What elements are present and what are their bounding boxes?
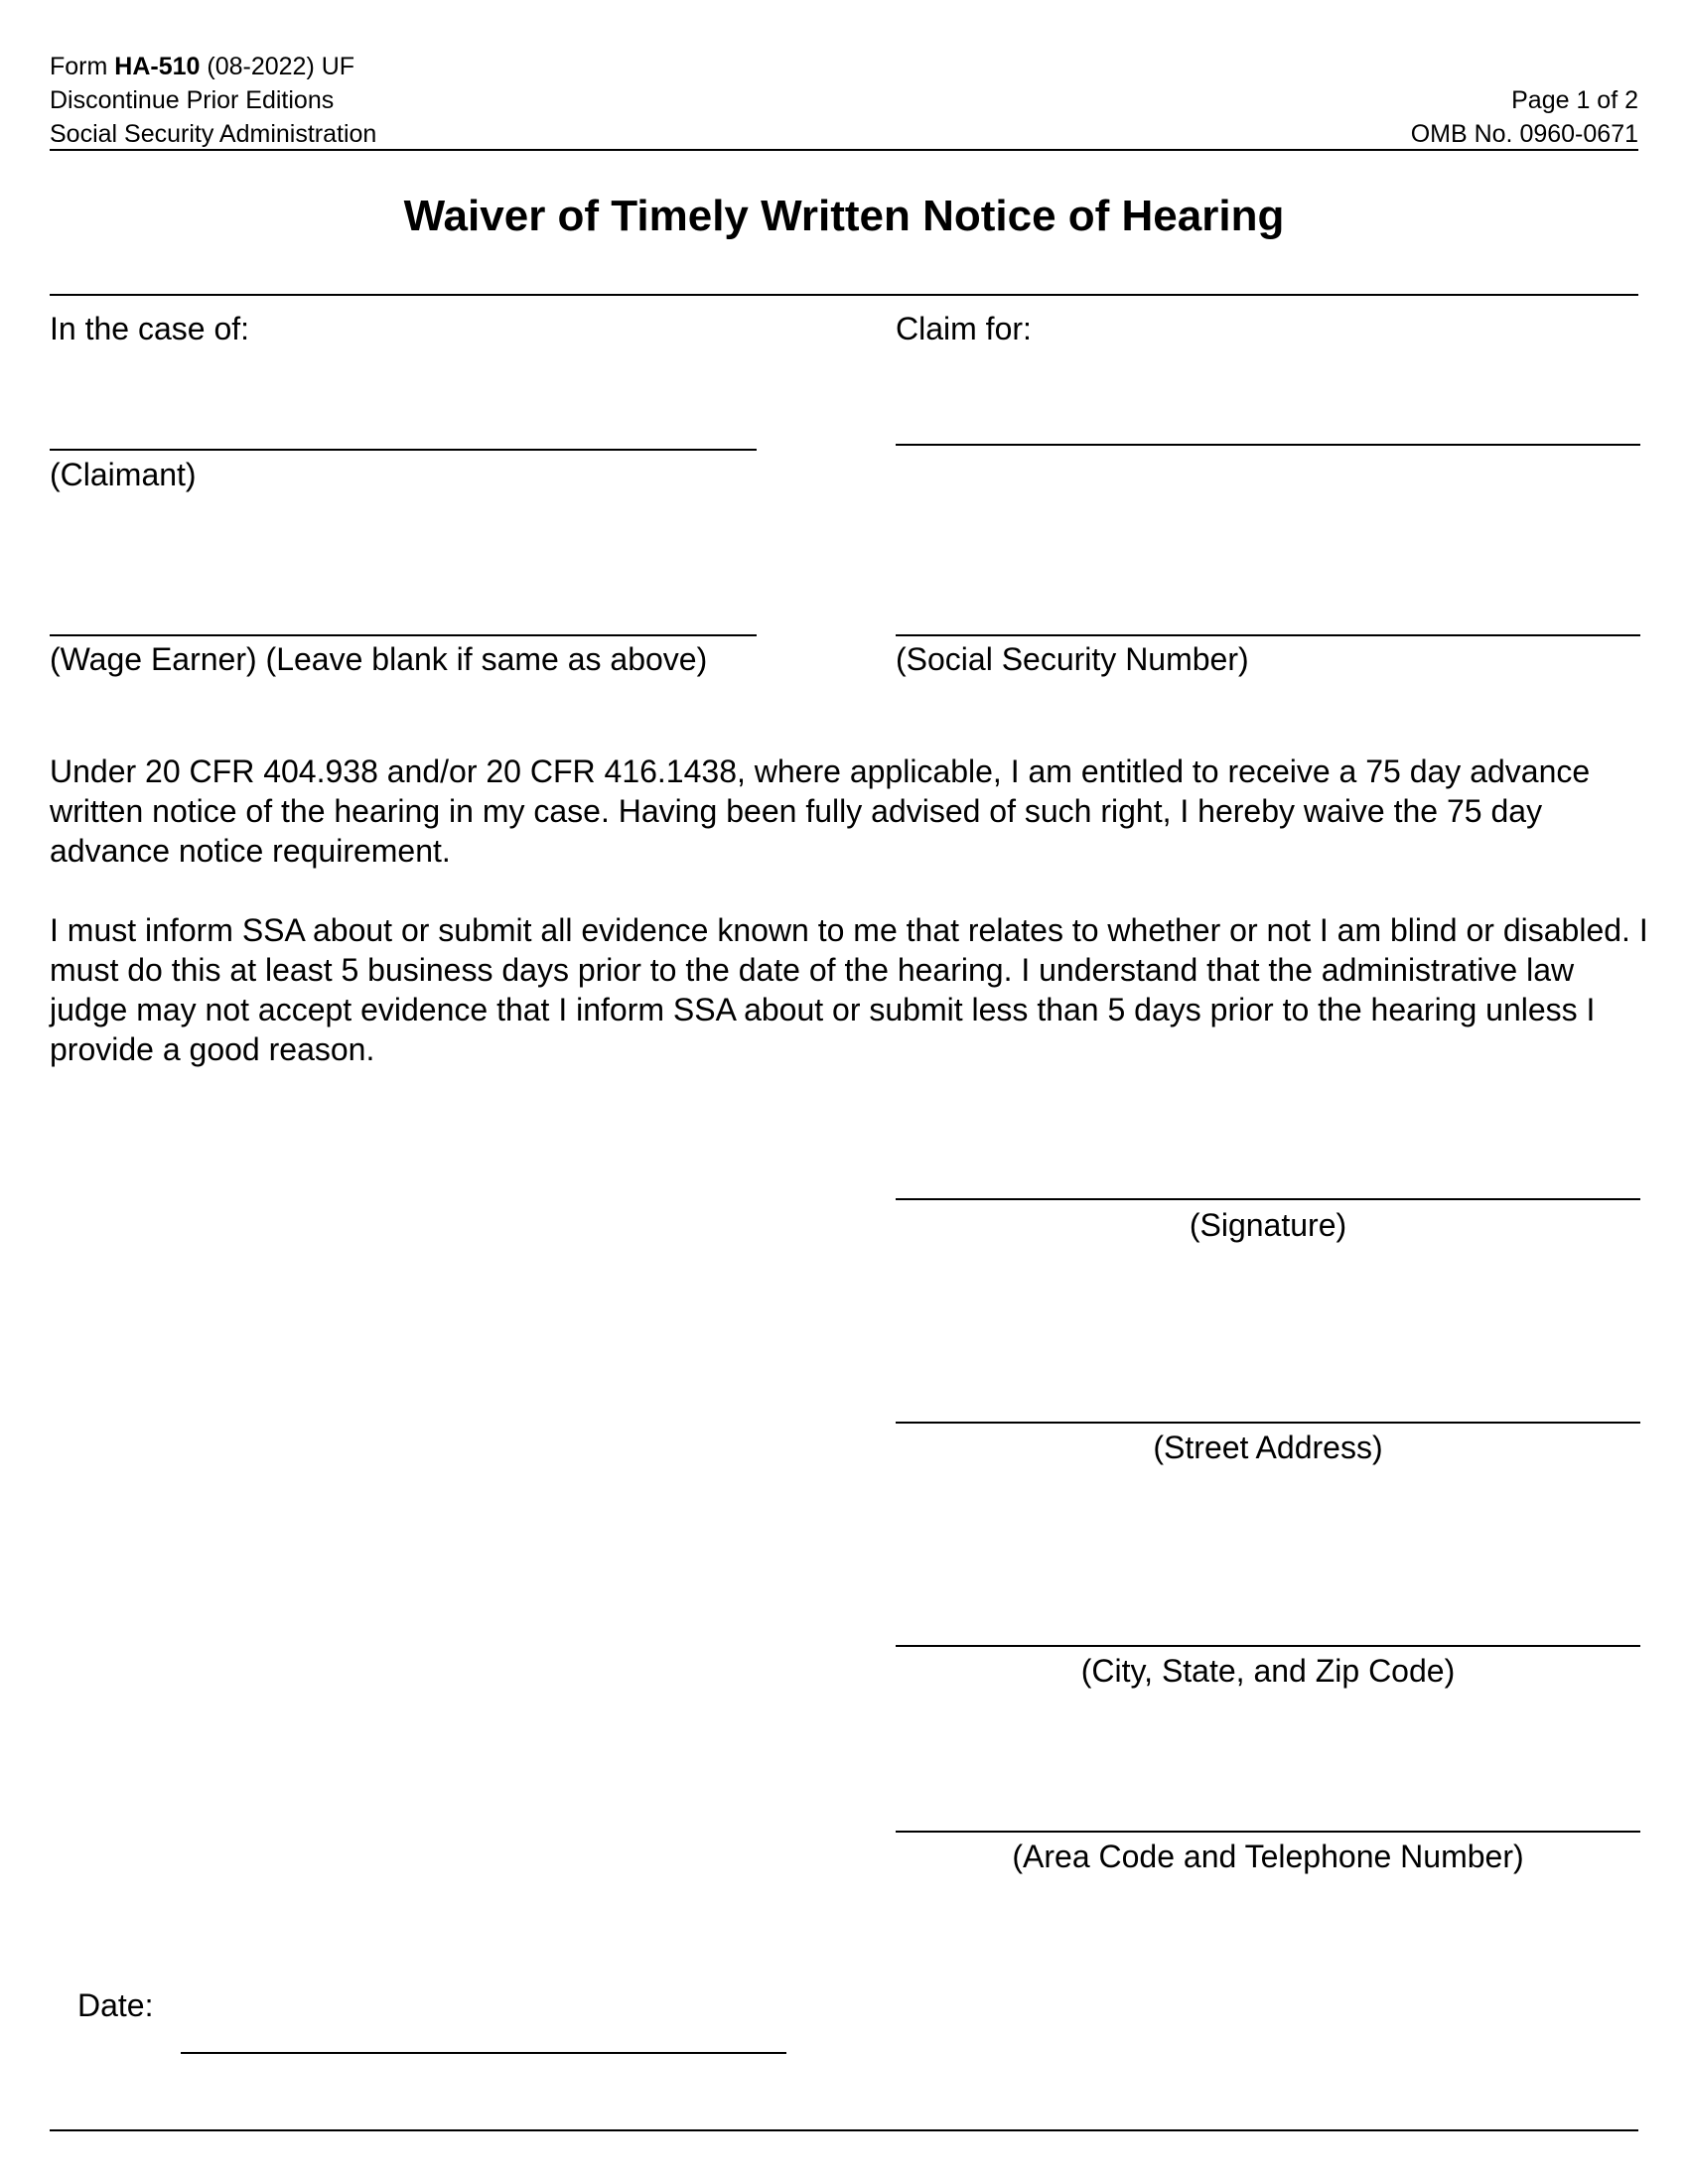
date-label: Date: [77,1987,154,2023]
footer-divider [50,2129,1638,2131]
signature-field[interactable] [896,1198,1640,1200]
title-divider [50,294,1638,296]
claimant-field[interactable] [50,449,757,451]
city-state-zip-field[interactable] [896,1645,1640,1647]
street-address-label: (Street Address) [1153,1430,1383,1465]
ssn-label: (Social Security Number) [896,641,1249,677]
form-prefix: Form [50,53,108,80]
claim-for-field[interactable] [896,444,1640,446]
telephone-label: (Area Code and Telephone Number) [1012,1839,1524,1874]
wage-earner-field[interactable] [50,634,757,636]
agency-name: Social Security Administration [50,120,377,148]
in-case-label: In the case of: [50,311,250,346]
form-identifier [50,50,354,83]
date-field[interactable] [181,2052,786,2054]
telephone-field[interactable] [896,1831,1640,1833]
omb-number: OMB No. 0960-0671 [1410,120,1638,148]
page-number: Page 1 of 2 [1511,86,1638,114]
form-number: HA-510 [114,53,201,80]
header-divider [50,149,1638,151]
claim-for-label: Claim for: [896,311,1032,346]
form-revision: (08-2022) UF [207,53,355,80]
page-title: Waiver of Timely Written Notice of Hearing [403,192,1285,240]
editions-note: Discontinue Prior Editions [50,86,335,114]
street-address-field[interactable] [896,1422,1640,1424]
ssn-field[interactable] [896,634,1640,636]
waiver-statement: Under 20 CFR 404.938 and/or 20 CFR 416.1438, where applicable, I am entitled to receive a 75 day advance written notice of the hearing in my case. Having been fully advised of such right, I hereby waive the 75 day advance notice requirement. [50,753,1591,869]
wage-earner-label: (Wage Earner) (Leave blank if same as above) [50,641,708,677]
signature-label: (Signature) [1189,1207,1347,1243]
city-state-zip-label: (City, State, and Zip Code) [1080,1653,1456,1689]
evidence-statement: I must inform SSA about or submit all evidence known to me that relates to whether or not I am blind or disabled. I must do this at least 5 business days prior to the date of the hearing. I understand that the administrative law judge may not accept evidence that I inform SSA about or submit less than 5 days prior to the hearing unless I provide a good reason. [50,912,1648,1067]
claimant-label: (Claimant) [50,457,197,492]
